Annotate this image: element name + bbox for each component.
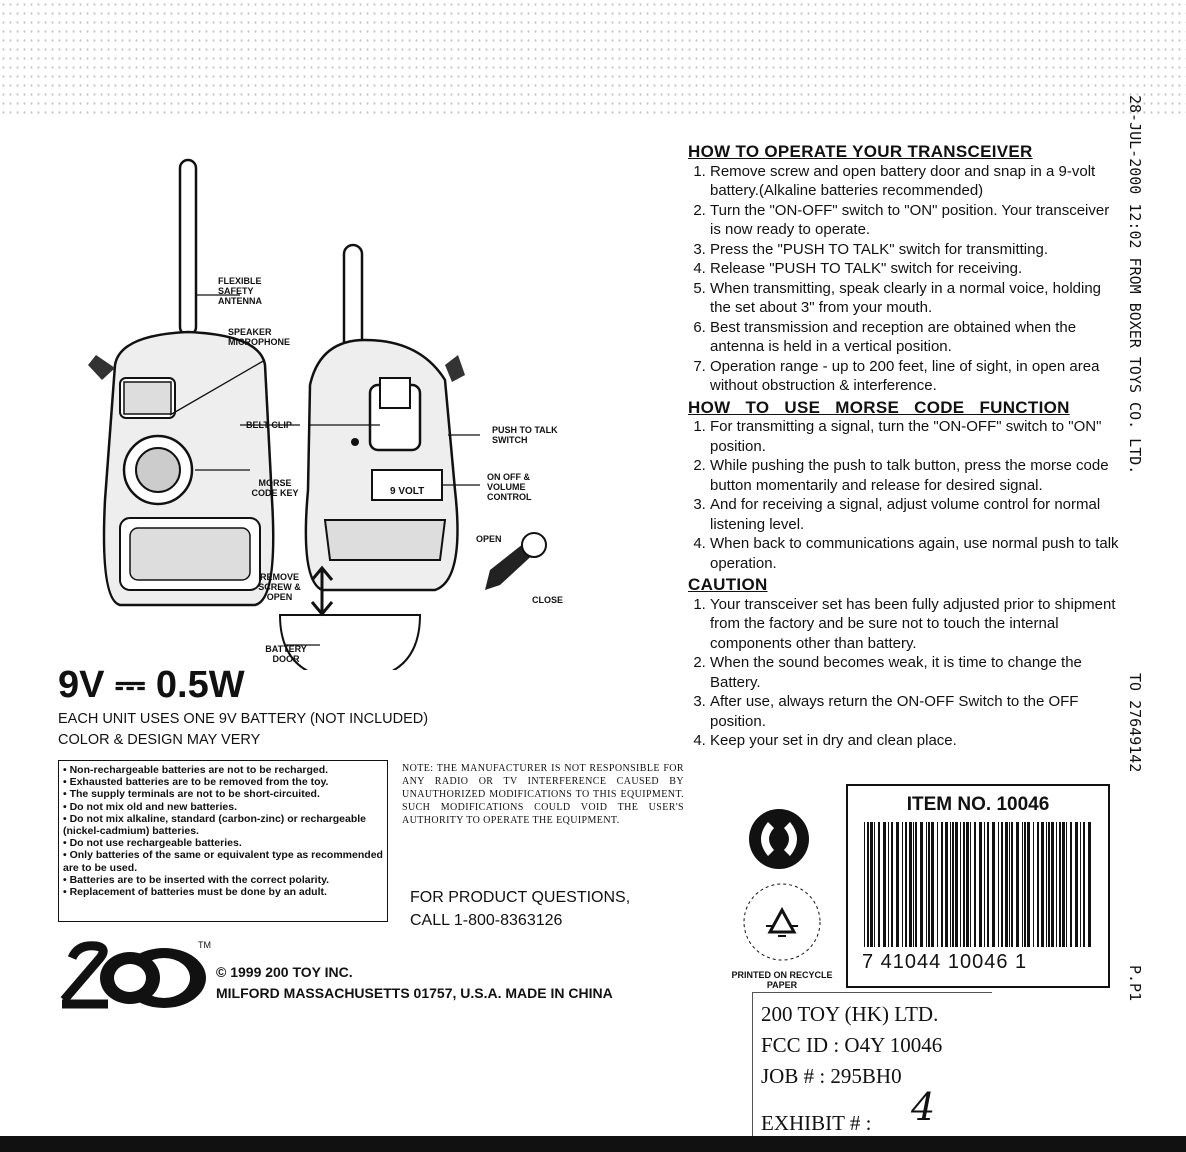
warning-item: • The supply terminals are not to be short-circuited. bbox=[63, 788, 320, 801]
warning-item: • Non-rechargeable batteries are not to be recharged. bbox=[63, 764, 329, 776]
barcode-bar bbox=[1011, 822, 1013, 947]
barcode-bar bbox=[870, 822, 873, 947]
warning-item: • Do not use rechargeable batteries. bbox=[63, 837, 242, 850]
barcode-bar bbox=[987, 822, 989, 947]
barcode-bar bbox=[1041, 822, 1044, 947]
product-questions-phone: CALL 1-800-8363126 bbox=[410, 912, 563, 929]
fcc-stamp bbox=[752, 992, 992, 1152]
stamp-exhibit-handwritten: 4 bbox=[911, 1085, 936, 1129]
operate-step: 7. Operation range - up to 200 feet, line of sight, in open area without obstruction & interference. bbox=[710, 357, 1120, 396]
stamp-job-number: JOB # : 295BH0 bbox=[761, 1064, 902, 1088]
barcode-bar bbox=[1059, 822, 1061, 947]
label-remove-screw: REMOVE SCREW & OPEN bbox=[258, 572, 301, 602]
barcode-bar bbox=[960, 822, 961, 947]
barcode-bar bbox=[896, 822, 899, 947]
fcc-note: NOTE: THE MANUFACTURER IS NOT RESPONSIBLE FOR ANY RADIO OR TV INTERFERENCE CAUSED BY UNAUTHORIZED MODIFICATIONS TO THIS EQUIPMENT. SUCH MODIFICATIONS COULD VOID THE USER'S AUTHORITY TO OPERATE THE EQUIPMENT. bbox=[402, 763, 684, 826]
label-push-to-talk: PUSH TO TALK SWITCH bbox=[492, 425, 558, 445]
label-battery: 9 VOLT bbox=[390, 486, 425, 497]
operate-step: 2. Turn the "ON-OFF" switch to "ON" position. Your transceiver is now ready to operate. bbox=[710, 201, 1120, 240]
barcode-bar bbox=[1016, 822, 1019, 947]
barcode-bar bbox=[888, 822, 889, 947]
caution-step: 4. Keep your set in dry and clean place. bbox=[710, 731, 1120, 751]
barcode-bar bbox=[905, 822, 907, 947]
warning-item: • Do not mix alkaline, standard (carbon-zinc) or rechargeable (nickel-cadmium) batteries. bbox=[63, 812, 366, 838]
barcode-bar bbox=[1022, 822, 1023, 947]
barcode-bar bbox=[928, 822, 930, 947]
barcode-bar bbox=[941, 822, 943, 947]
barcode-bar bbox=[920, 822, 923, 947]
morse-step: 4. When back to communications again, use normal push to talk operation. bbox=[710, 534, 1120, 573]
warning-item: • Batteries are to be inserted with the correct polarity. bbox=[63, 873, 330, 886]
barcode-bar bbox=[950, 822, 951, 947]
200-toy-logo bbox=[60, 940, 210, 1010]
barcode-bar bbox=[984, 822, 985, 947]
barcode-bar bbox=[902, 822, 903, 947]
front-unit bbox=[88, 160, 273, 605]
label-battery-door: BATTERY DOOR bbox=[265, 644, 307, 664]
barcode-bar bbox=[1037, 822, 1039, 947]
barcode-bar bbox=[1070, 822, 1072, 947]
stamp-exhibit: EXHIBIT # : bbox=[761, 1111, 872, 1135]
warning-item: • Exhausted batteries are to be removed from the toy. bbox=[63, 776, 329, 789]
caution-step: 1. Your transceiver set has been fully adjusted prior to shipment from the factory and be sure not to touch the internal components other than battery. bbox=[710, 595, 1120, 654]
label-belt-clip: BELT CLIP bbox=[246, 420, 292, 430]
label-volume: ON OFF & VOLUME CONTROL bbox=[487, 472, 532, 502]
barcode-bar bbox=[970, 822, 971, 947]
barcode-bar bbox=[1056, 822, 1057, 947]
barcode-bar bbox=[1048, 822, 1050, 947]
barcode-bar bbox=[874, 822, 875, 947]
barcode-bar bbox=[979, 822, 982, 947]
morse-step: 2. While pushing the push to talk button, press the morse code button momentarily and release for desired signal. bbox=[710, 456, 1120, 495]
label-speaker: SPEAKER MICROPHONE bbox=[228, 327, 291, 347]
transceiver-illustration bbox=[60, 150, 580, 670]
barcode-bar bbox=[963, 822, 965, 947]
barcode-graphic bbox=[864, 822, 1094, 947]
operate-step: 5. When transmitting, speak clearly in a normal voice, holding the set about 3" from your mouth. bbox=[710, 279, 1120, 318]
operate-step: 4. Release "PUSH TO TALK" switch for receiving. bbox=[710, 259, 1120, 279]
operate-step: 6. Best transmission and reception are obtained when the antenna is held in a vertical position. bbox=[710, 318, 1120, 357]
caution-step: 3. After use, always return the ON-OFF Switch to the OFF position. bbox=[710, 692, 1120, 731]
barcode-bar bbox=[909, 822, 912, 947]
label-morse-key: MORSE CODE KEY bbox=[251, 478, 299, 498]
barcode-bar bbox=[867, 822, 869, 947]
label-open: OPEN bbox=[476, 534, 502, 544]
warning-item: • Only batteries of the same or equivalent type as recommended are to be used. bbox=[63, 849, 383, 874]
scan-noise bbox=[0, 0, 1186, 120]
morse-title: HOW TO USE MORSE CODE FUNCTION bbox=[688, 397, 1070, 417]
warning-item: • Do not mix old and new batteries. bbox=[63, 800, 238, 813]
logo-trademark: TM bbox=[198, 940, 211, 950]
barcode-box bbox=[846, 784, 1110, 988]
barcode-bar bbox=[992, 822, 995, 947]
stamp-company: 200 TOY (HK) LTD. bbox=[761, 1002, 939, 1026]
barcode-bar bbox=[998, 822, 999, 947]
barcode-bar bbox=[1083, 822, 1085, 947]
warning-item: • Replacement of batteries must be done by an adult. bbox=[63, 886, 327, 899]
barcode-bar bbox=[1009, 822, 1010, 947]
address-made-in: MILFORD MASSACHUSETTS 01757, U.S.A. MADE IN CHINA bbox=[216, 985, 613, 1001]
stamp-fcc-id: FCC ID : O4Y 10046 bbox=[761, 1033, 943, 1057]
barcode-bar bbox=[952, 822, 954, 947]
scan-bottom-edge bbox=[0, 1136, 1186, 1152]
fax-page-number: P.P1 bbox=[1126, 965, 1144, 1002]
unit-note-battery: EACH UNIT USES ONE 9V BATTERY (NOT INCLUDED) bbox=[58, 711, 429, 727]
recycle-paper-icon bbox=[740, 880, 824, 964]
instructions bbox=[688, 142, 1120, 751]
barcode-bar bbox=[1033, 822, 1034, 947]
barcode-bar bbox=[913, 822, 914, 947]
green-dot-icon bbox=[746, 806, 812, 872]
barcode-bar bbox=[1062, 822, 1065, 947]
caution-title: CAUTION bbox=[688, 575, 768, 594]
barcode-bar bbox=[883, 822, 886, 947]
barcode-bar bbox=[1024, 822, 1026, 947]
barcode-bar bbox=[945, 822, 948, 947]
barcode-bar bbox=[1001, 822, 1003, 947]
morse-step: 1. For transmitting a signal, turn the "ON-OFF" switch to "ON" position. bbox=[710, 417, 1120, 456]
barcode-bar bbox=[864, 822, 865, 947]
barcode-bar bbox=[1005, 822, 1008, 947]
barcode-bar bbox=[1066, 822, 1067, 947]
barcode-bar bbox=[1027, 822, 1030, 947]
barcode-bar bbox=[1075, 822, 1078, 947]
product-questions: FOR PRODUCT QUESTIONS, bbox=[410, 889, 631, 906]
operate-step: 3. Press the "PUSH TO TALK" switch for transmitting. bbox=[710, 240, 1120, 260]
item-number: ITEM NO. 10046 bbox=[906, 794, 1050, 815]
label-close: CLOSE bbox=[532, 595, 564, 605]
barcode-bar bbox=[1088, 822, 1091, 947]
morse-step: 3. And for receiving a signal, adjust volume control for normal listening level. bbox=[710, 495, 1120, 534]
barcode-bar bbox=[966, 822, 969, 947]
barcode-bar bbox=[931, 822, 934, 947]
fax-header-bottom: TO 27649142 bbox=[1126, 673, 1144, 773]
barcode-bar bbox=[891, 822, 893, 947]
fax-header bbox=[1118, 95, 1148, 1002]
operate-title: HOW TO OPERATE YOUR TRANSCEIVER bbox=[688, 142, 1033, 161]
barcode-bar bbox=[926, 822, 927, 947]
copyright: © 1999 200 TOY INC. bbox=[216, 964, 353, 980]
barcode-bar bbox=[1046, 822, 1047, 947]
back-unit bbox=[306, 245, 546, 590]
barcode-digits: 7 41044 10046 1 bbox=[862, 951, 1028, 973]
fax-header-top: 28-JUL-2000 12:02 FROM BOXER TOYS CO. LTD. bbox=[1126, 95, 1144, 475]
label-antenna: FLEXIBLE SAFETY ANTENNA bbox=[218, 276, 262, 306]
recycle-paper-text: PRINTED ON RECYCLE PAPER bbox=[731, 970, 833, 990]
barcode-bar bbox=[955, 822, 958, 947]
barcode-bar bbox=[1080, 822, 1081, 947]
unit-note-color: COLOR & DESIGN MAY VERY bbox=[58, 732, 261, 748]
operate-step: 1. Remove screw and open battery door and snap in a 9-volt battery.(Alkaline batteries recommended) bbox=[710, 162, 1120, 201]
battery-warnings-box bbox=[58, 760, 388, 922]
barcode-bar bbox=[915, 822, 917, 947]
barcode-bar bbox=[1051, 822, 1054, 947]
barcode-bar bbox=[878, 822, 880, 947]
power-rating: 9V ⎓ 0.5W bbox=[58, 664, 245, 706]
barcode-bar bbox=[937, 822, 938, 947]
caution-step: 2. When the sound becomes weak, it is time to change the Battery. bbox=[710, 653, 1120, 692]
barcode-bar bbox=[974, 822, 976, 947]
